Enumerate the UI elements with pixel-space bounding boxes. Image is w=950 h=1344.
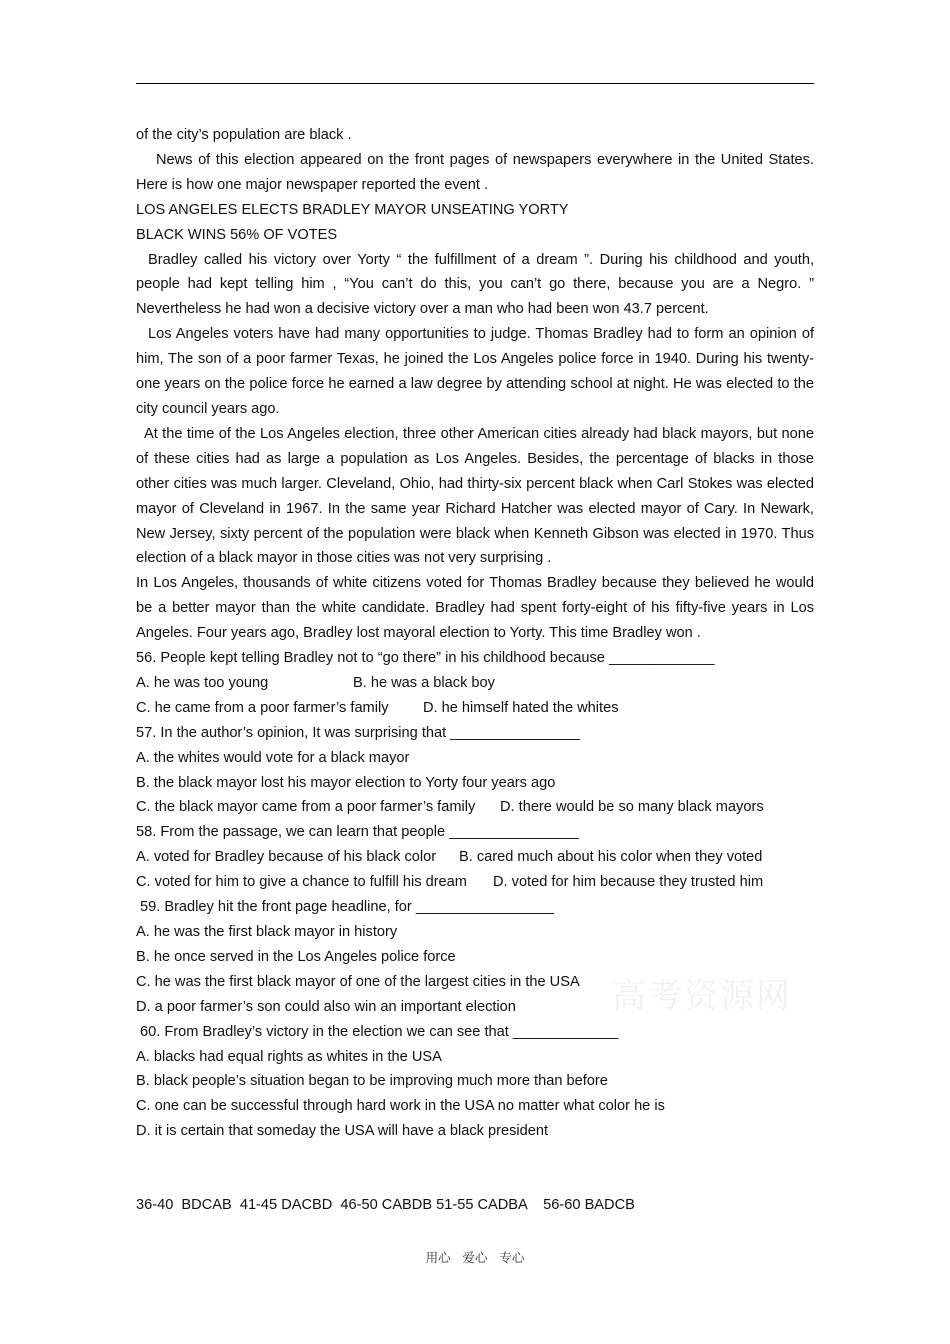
option-56-a: A. he was too young [136,674,269,691]
option-58-d: D. voted for him because they trusted him [493,874,764,891]
header-rule [136,83,814,84]
option-59-b: B. he once served in the Los Angeles police force [136,948,456,965]
question-56: 56. People kept telling Bradley not to “go there” in his childhood because _____________ [136,650,715,667]
option-60-b: B. black people’s situation began to be improving much more than before [136,1073,608,1090]
option-59-a: A. he was the first black mayor in history [136,924,398,940]
option-59-c: C. he was the first black mayor of one of the largest cities in the USA [136,973,580,990]
question-56-options-ab [136,671,814,696]
option-60-a: A. blacks had equal rights as whites in the USA [136,1048,442,1065]
question-60: 60. From Bradley’s victory in the election we can see that _____________ [140,1023,619,1040]
option-56-b: B. he was a black boy [353,674,495,691]
passage-paragraph-5: At the time of the Los Angeles election, three other American cities already had black mayors, but none of these cities had as large a population as Los Angeles. Besides, the percentage of blacks in those other cities was much larger. Cleveland, Ohio, had thirty-six percent black when Carl Stokes was elected mayor of Cleveland in 1967. In the same year Richard Hatcher was elected mayor of Cary. In Newark, New Jersey, sixty percent of the population were black when Kenneth Gibson was elected in 1970. Thus election of a black mayor in those cities was not very surprising . [136,425,814,567]
headline-line-2: BLACK WINS 56% OF VOTES [136,226,338,243]
question-58-options-cd [136,870,814,895]
headline-line-1: LOS ANGELES ELECTS BRADLEY MAYOR UNSEATING YORTY [136,201,569,218]
option-58-a: A. voted for Bradley because of his black color [136,849,437,866]
question-59: 59. Bradley hit the front page headline, for _________________ [140,899,554,916]
watermark-logo: 高考资源网 [612,976,792,1016]
passage-paragraph-1: of the city’s population are black . [136,127,352,143]
option-60-c: C. one can be successful through hard work in the USA no matter what color he is [136,1098,665,1115]
question-58-options-ab [136,845,814,870]
passage-paragraph-6: In Los Angeles, thousands of white citizens voted for Thomas Bradley because they believed he would be a better mayor than the white candidate. Bradley had spent forty-eight of his fifty-five years in Los Angeles. Four years ago, Bradley lost mayoral election to Yorty. This time Bradley won . [136,575,814,642]
option-56-d: D. he himself hated the whites [423,699,619,716]
passage-paragraph-3: Bradley called his victory over Yorty “ the fulfillment of a dream ”. During his childhood and youth, people had kept telling him , “You can’t do this, you can’t go there, because you are a Negro. ” Nevertheless he had won a decisive victory over a man who had been won 43.7 percent. [136,251,814,318]
option-57-d: D. there would be so many black mayors [500,799,764,816]
option-58-c: C. voted for him to give a chance to fulfill his dream [136,874,467,891]
page-footer: 用心 爱心 专心 [425,1250,525,1265]
option-57-c: C. the black mayor came from a poor farmer’s family [136,799,476,816]
option-59-d: D. a poor farmer’s son could also win an important election [136,998,516,1015]
question-57-options-cd [136,795,814,820]
passage-paragraph-4: Los Angeles voters have had many opportunities to judge. Thomas Bradley had to form an opinion of him, The son of a poor farmer Texas, he joined the Los Angeles police force in 1940. During his twenty-one years on the police force he earned a law degree by attending school at night. He was elected to the city council years ago. [136,326,814,417]
option-57-a: A. the whites would vote for a black mayor [136,749,410,766]
question-56-options-cd [136,696,814,721]
question-57: 57. In the author’s opinion, It was surprising that ________________ [136,724,581,741]
option-57-b: B. the black mayor lost his mayor election to Yorty four years ago [136,774,556,791]
passage-paragraph-2: News of this election appeared on the front pages of newspapers everywhere in the United States. Here is how one major newspaper reported the event . [136,151,814,193]
option-58-b: B. cared much about his color when they voted [459,849,763,866]
answer-key: 36-40 BDCAB 41-45 DACBD 46-50 CABDB 51-55 CADBA 56-60 BADCB [136,1197,635,1213]
option-60-d: D. it is certain that someday the USA will have a black president [136,1123,549,1140]
question-58: 58. From the passage, we can learn that people ________________ [136,824,580,841]
option-56-c: C. he came from a poor farmer’s family [136,699,389,716]
